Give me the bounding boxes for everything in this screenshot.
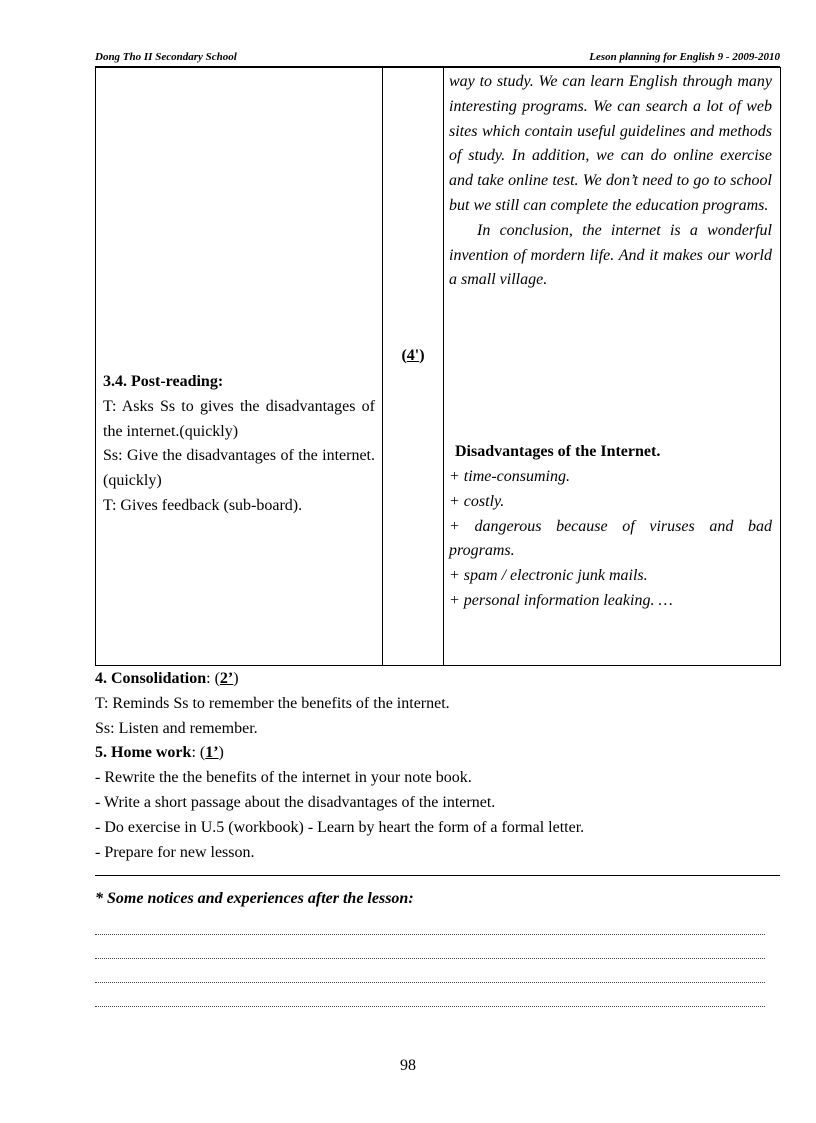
consolidation-time: 2’ (219, 670, 234, 687)
homework-line: - Write a short passage about the disadvantages of the internet. (95, 793, 496, 811)
lesson-plan-title: Leson planning for English 9 - 2009-2010 (589, 51, 780, 63)
reading-passage (449, 70, 772, 293)
time-value: 4' (406, 347, 420, 364)
list-item: + time-consuming. (449, 467, 570, 485)
post-reading-title: 3.4. Post-reading: (103, 373, 224, 390)
notice-heading: * Some notices and experiences after the lesson: (95, 890, 414, 907)
post-reading-block (103, 370, 375, 519)
disadvantages-title: Disadvantages of the Internet. (455, 443, 661, 461)
lesson-table (95, 67, 781, 666)
post-reading-line: T: Gives feedback (sub-board). (103, 496, 303, 514)
dotted-line (95, 918, 765, 942)
school-name: Dong Tho II Secondary School (95, 51, 237, 63)
dotted-line (95, 942, 765, 966)
passage-paragraph: way to study. We can learn English through many interesting programs. We can search a lot of web sites which contain useful guidelines and methods of study. In addition, we can do online exercise and take online test. We don’t need to go to school but we still can complete the education programs. (449, 73, 772, 214)
list-item: + spam / electronic junk mails. (449, 567, 648, 585)
notes-lines (95, 918, 765, 1014)
page-number: 98 (400, 1057, 416, 1074)
lesson-continuation (95, 667, 780, 865)
dotted-line (95, 966, 765, 990)
homework-line: - Prepare for new lesson. (95, 843, 255, 861)
list-item: + costly. (449, 492, 505, 510)
homework-line: - Do exercise in U.5 (workbook) - Learn by heart the form of a formal letter. (95, 818, 585, 836)
homework-line: - Rewrite the the benefits of the internet in your note book. (95, 769, 472, 787)
consolidation-line: Ss: Listen and remember. (95, 719, 258, 737)
list-item: + personal information leaking. … (449, 591, 673, 609)
dotted-line (95, 990, 765, 1014)
time-cell (383, 68, 444, 666)
homework-heading: 5. Home work: (1’) (95, 744, 224, 762)
disadvantages-list (449, 440, 772, 614)
section-divider (95, 875, 780, 876)
activities-cell (96, 68, 383, 666)
passage-paragraph: In conclusion, the internet is a wonderful invention of mordern life. And it makes our world a small village. (449, 221, 772, 289)
list-item: + dangerous because of viruses and bad programs. (449, 517, 772, 560)
homework-time: 1’ (205, 744, 219, 762)
post-reading-line: Ss: Give the disadvantages of the internet.(quickly) (103, 447, 375, 490)
consolidation-line: T: Reminds Ss to remember the benefits of the internet. (95, 694, 450, 712)
consolidation-heading: 4. Consolidation: (2’) (95, 670, 239, 687)
content-cell (444, 68, 781, 666)
time-label: (4') (401, 347, 425, 364)
post-reading-line: T: Asks Ss to gives the disadvantages of the internet.(quickly) (103, 397, 375, 440)
page-header (95, 50, 780, 67)
table-row (96, 68, 781, 666)
